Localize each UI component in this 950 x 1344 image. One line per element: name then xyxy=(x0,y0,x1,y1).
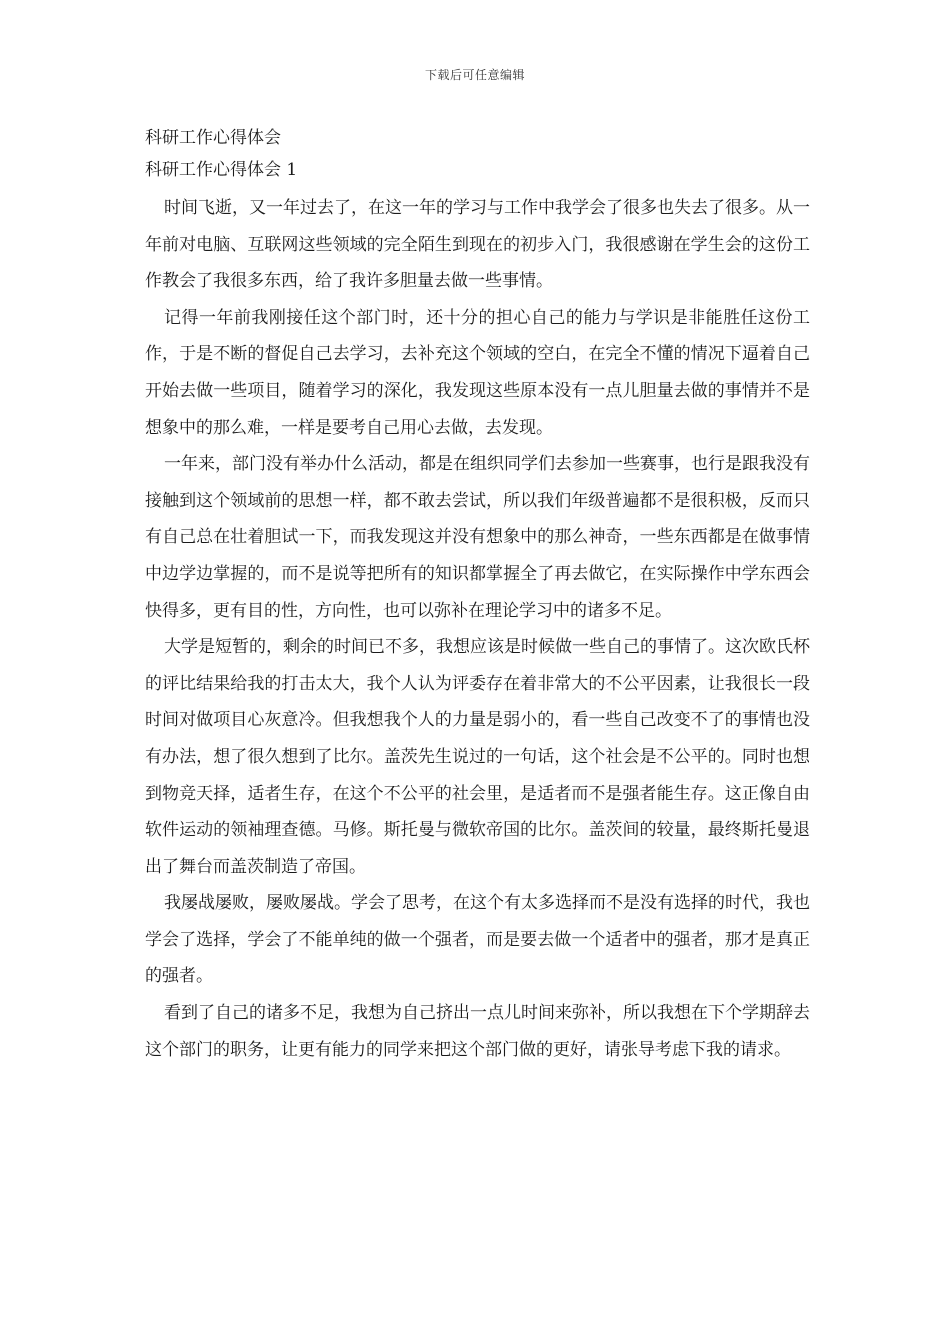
document-title: 科研工作心得体会 xyxy=(145,128,281,148)
section-title: 科研工作心得体会 1 xyxy=(145,160,298,180)
paragraph: 记得一年前我刚接任这个部门时，还十分的担心自己的能力与学识是非能胜任这份工作，于是不断的督促自己去学习，去补充这个领域的空白，在完全不懂的情况下逼着自己开始去做一些项目，随着学习的深化，我发现这些原本没有一点儿胆量去做的事情并不是想象中的那么难，一样是要考自己用心去做，去发现。 xyxy=(145,307,810,438)
page-header-note: 下载后可任意编辑 xyxy=(424,68,525,82)
paragraph: 大学是短暂的，剩余的时间已不多，我想应该是时候做一些自己的事情了。这次欧氏杯的评比结果给我的打击太大，我个人认为评委存在着非常大的不公平因素，让我很长一段时间对做项目心灰意冷。但我想我个人的力量是弱小的，看一些自己改变不了的事情也没有办法，想了很久想到了比尔。盖茨先生说过的一句话，这个社会是不公平的。同时也想到物竞天择，适者生存，在这个不公平的社会里，是适者而不是强者能生存。这正像自由软件运动的领袖理查德。马修。斯托曼与微软帝国的比尔。盖茨间的较量，最终斯托曼退出了舞台而盖茨制造了帝国。 xyxy=(145,637,810,877)
paragraph: 时间飞逝，又一年过去了，在这一年的学习与工作中我学会了很多也失去了很多。从一年前对电脑、互联网这些领域的完全陌生到现在的初步入门，我很感谢在学生会的这份工作教会了我很多东西，给了我许多胆量去做一些事情。 xyxy=(145,198,810,292)
paragraph: 我屡战屡败，屡败屡战。学会了思考，在这个有太多选择而不是没有选择的时代，我也学会了选择，学会了不能单纯的做一个强者，而是要去做一个适者中的强者，那才是真正的强者。 xyxy=(145,893,810,987)
document-body xyxy=(145,122,810,1068)
paragraph: 看到了自己的诸多不足，我想为自己挤出一点儿时间来弥补，所以我想在下个学期辞去这个部门的职务，让更有能力的同学来把这个部门做的更好，请张导考虑下我的请求。 xyxy=(145,1003,810,1060)
paragraph: 一年来，部门没有举办什么活动，都是在组织同学们去参加一些赛事，也行是跟我没有接触到这个领域前的思想一样，都不敢去尝试，所以我们年级普遍都不是很积极，反而只有自己总在壮着胆试一下，而我发现这并没有想象中的那么神奇，一些东西都是在做事情中边学边掌握的，而不是说等把所有的知识都掌握全了再去做它，在实际操作中学东西会快得多，更有目的性，方向性，也可以弥补在理论学习中的诸多不足。 xyxy=(145,454,810,621)
